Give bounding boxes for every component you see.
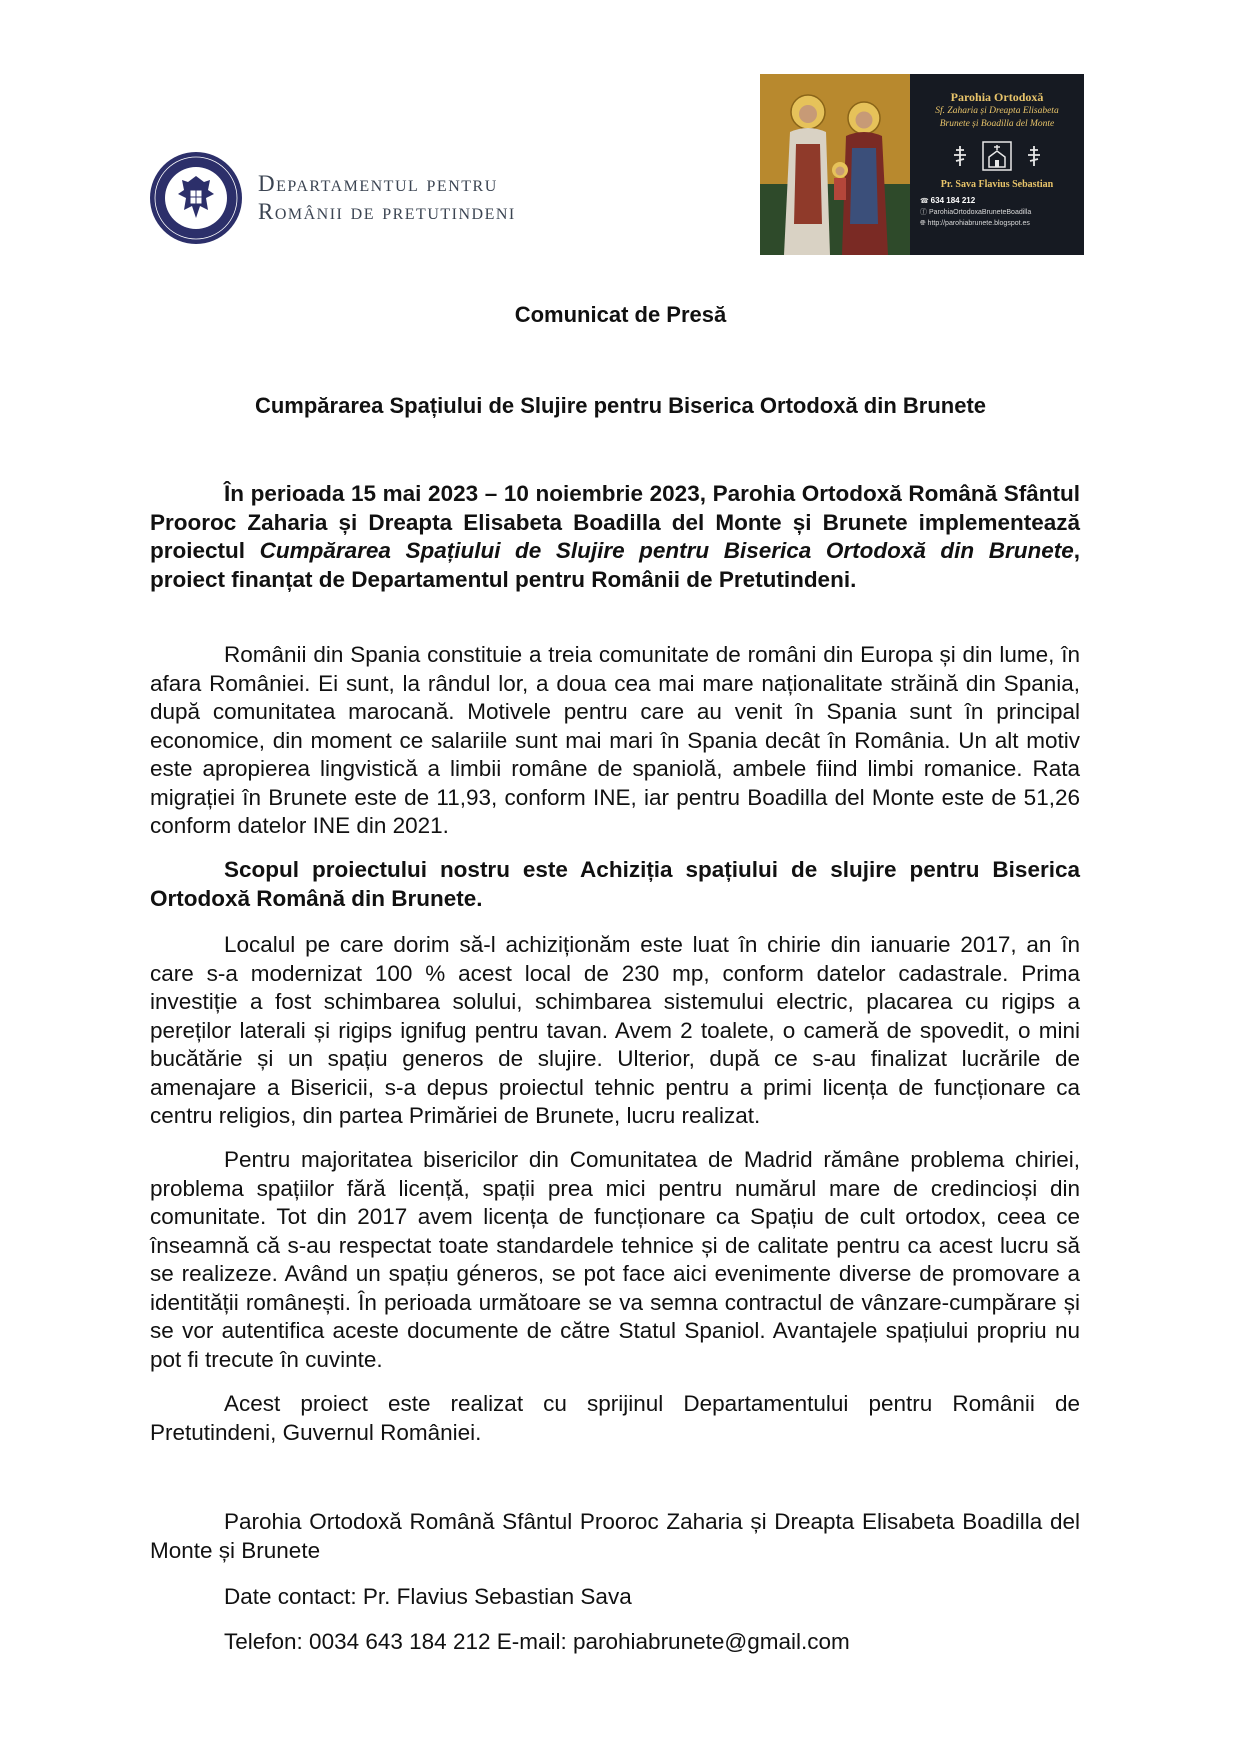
parish-banner (760, 74, 1084, 255)
project-name-italic: Cumpărarea Spațiului de Slujire pentru Biserica Ortodoxă din Brunete (259, 538, 1074, 563)
department-name (258, 170, 516, 226)
orthodox-cross-icon (1026, 145, 1042, 167)
banner-icons (910, 139, 1084, 173)
phone-email-line (150, 1628, 1080, 1657)
banner-facebook: ParohiaOrtodoxaBruneteBoadilla (928, 209, 1032, 216)
church-icon (982, 141, 1012, 171)
contact-text: Date contact: Pr. Flavius Sebastian Sava (224, 1584, 632, 1609)
phone-icon: ☎ (920, 198, 931, 205)
department-logo (148, 150, 548, 246)
premises-text: Localul pe care dorim să-l achiziționăm este luat în chirie din ianuarie 2017, an în care s-a modernizat 100 % acest local de 230 mp, conform datelor cadastrale. Prima investiție a fost schimbarea solului, schimbarea sistemului electric, placarea cu rigips a pereților laterali și rigips ignifug pentru tavan. Avem 2 toalete, o cameră de spovedit, o mini bucătărie și un spațiu generos de slujire. Ulterior, după ce s-au finalizat lucrările de amenajare a Bisericii, s-a depus proiectul tehnic pentru a primi licența de funcționare ca centru religios, din partea Primăriei de Brunete, lucru realizat. (150, 932, 1080, 1128)
context-text: Românii din Spania constituie a treia comunitate de români din Europa și din lume, în afara României. Ei sunt, la rândul lor, a doua cea mai mare naționalitate străină din Spania, după comunitatea marocană. Motivele pentru care au venit în Spania sunt în principal economice, din moment ce salariile sunt mai mari în Spania decât în România. Un alt motiv este apropierea lingvistică a limbii române de spaniolă, ambele fiind limbi romanice. Rata migrației în Brunete este de 11,93, conform INE, iar pentru Boadilla del Monte este de 51,26 conform datelor INE din 2021. (150, 642, 1080, 838)
paragraph-intro (150, 480, 1080, 594)
contact-line (150, 1583, 1080, 1612)
globe-icon: 🌐︎ (920, 220, 928, 227)
orthodox-cross-icon (952, 145, 968, 167)
banner-text-panel (910, 74, 1084, 255)
goal-text: Scopul proiectului nostru este Achiziția spațiului de slujire pentru Biserica Ortodoxă Română din Brunete. (150, 857, 1080, 911)
intro-text-1: În perioada 15 mai 2023 – 10 noiembrie 2023, Parohia Ortodoxă Română Sfântul Prooroc Zaharia și Dreapta Elisabeta Boadilla del Monte și Brunete implementează proiectul (150, 481, 1080, 563)
intro-text-2: , proiect finanțat de Departamentul pentru Românii de Pretutindeni. (150, 538, 1080, 592)
banner-website: http://parohiabrunete.blogspot.es (927, 220, 1030, 227)
problems-text: Pentru majoritatea bisericilor din Comunitatea de Madrid rămâne problema chiriei, problema spațiilor fără licență, spații prea mici pentru numărul mare de credincioși din comunitate. Tot din 2017 avem licența de funcționare ca Spațiu de cult ortodox, ceea ce înseamnă că s-au respectat toate standardele tehnice și de calitate pentru ca acest lucru să se realizeze. Având un spațiu géneros, se pot face aici evenimente diverse de promovare a identității românești. În perioada următoare se va semna contractul de vânzare-cumpărare și se vor autentifica aceste documente de către Statul Spaniol. Avantajele spațiului propriu nu pot fi trecute în cuvinte. (150, 1147, 1080, 1372)
paragraph-problems (150, 1146, 1080, 1374)
document-heading: Comunicat de Presă (514, 302, 727, 327)
phone-email-text: Telefon: 0034 643 184 212 E-mail: parohiabrunete@gmail.com (224, 1629, 850, 1654)
banner-subtitle-2: Brunete și Boadilla del Monte (939, 119, 1055, 129)
banner-contact (920, 195, 1084, 229)
saints-icon-image (760, 74, 910, 255)
banner-priest-name: Pr. Sava Flavius Sebastian (940, 179, 1054, 190)
department-line-1: Departamentul pentru (258, 171, 498, 196)
paragraph-context (150, 641, 1080, 841)
signature-block (150, 1508, 1080, 1565)
support-text: Acest proiect este realizat cu sprijinul Departamentului pentru Românii de Pretutindeni, Guvernul României. (150, 1391, 1080, 1445)
paragraph-premises (150, 931, 1080, 1131)
paragraph-goal (150, 856, 1080, 913)
banner-subtitle-1: Sf. Zaharia și Dreapta Elisabeta (935, 106, 1059, 116)
document-subject: Cumpărarea Spațiului de Slujire pentru Biserica Ortodoxă din Brunete (254, 393, 987, 418)
government-seal-icon (148, 150, 244, 246)
facebook-icon: ⓕ (920, 209, 929, 216)
signature-text: Parohia Ortodoxă Română Sfântul Prooroc Zaharia și Dreapta Elisabeta Boadilla del Monte și Brunete (150, 1509, 1080, 1563)
banner-title: Parohia Ortodoxă (950, 90, 1044, 104)
banner-phone: 634 184 212 (930, 196, 976, 205)
department-line-2: Românii de pretutindeni (258, 199, 516, 224)
paragraph-support (150, 1390, 1080, 1447)
